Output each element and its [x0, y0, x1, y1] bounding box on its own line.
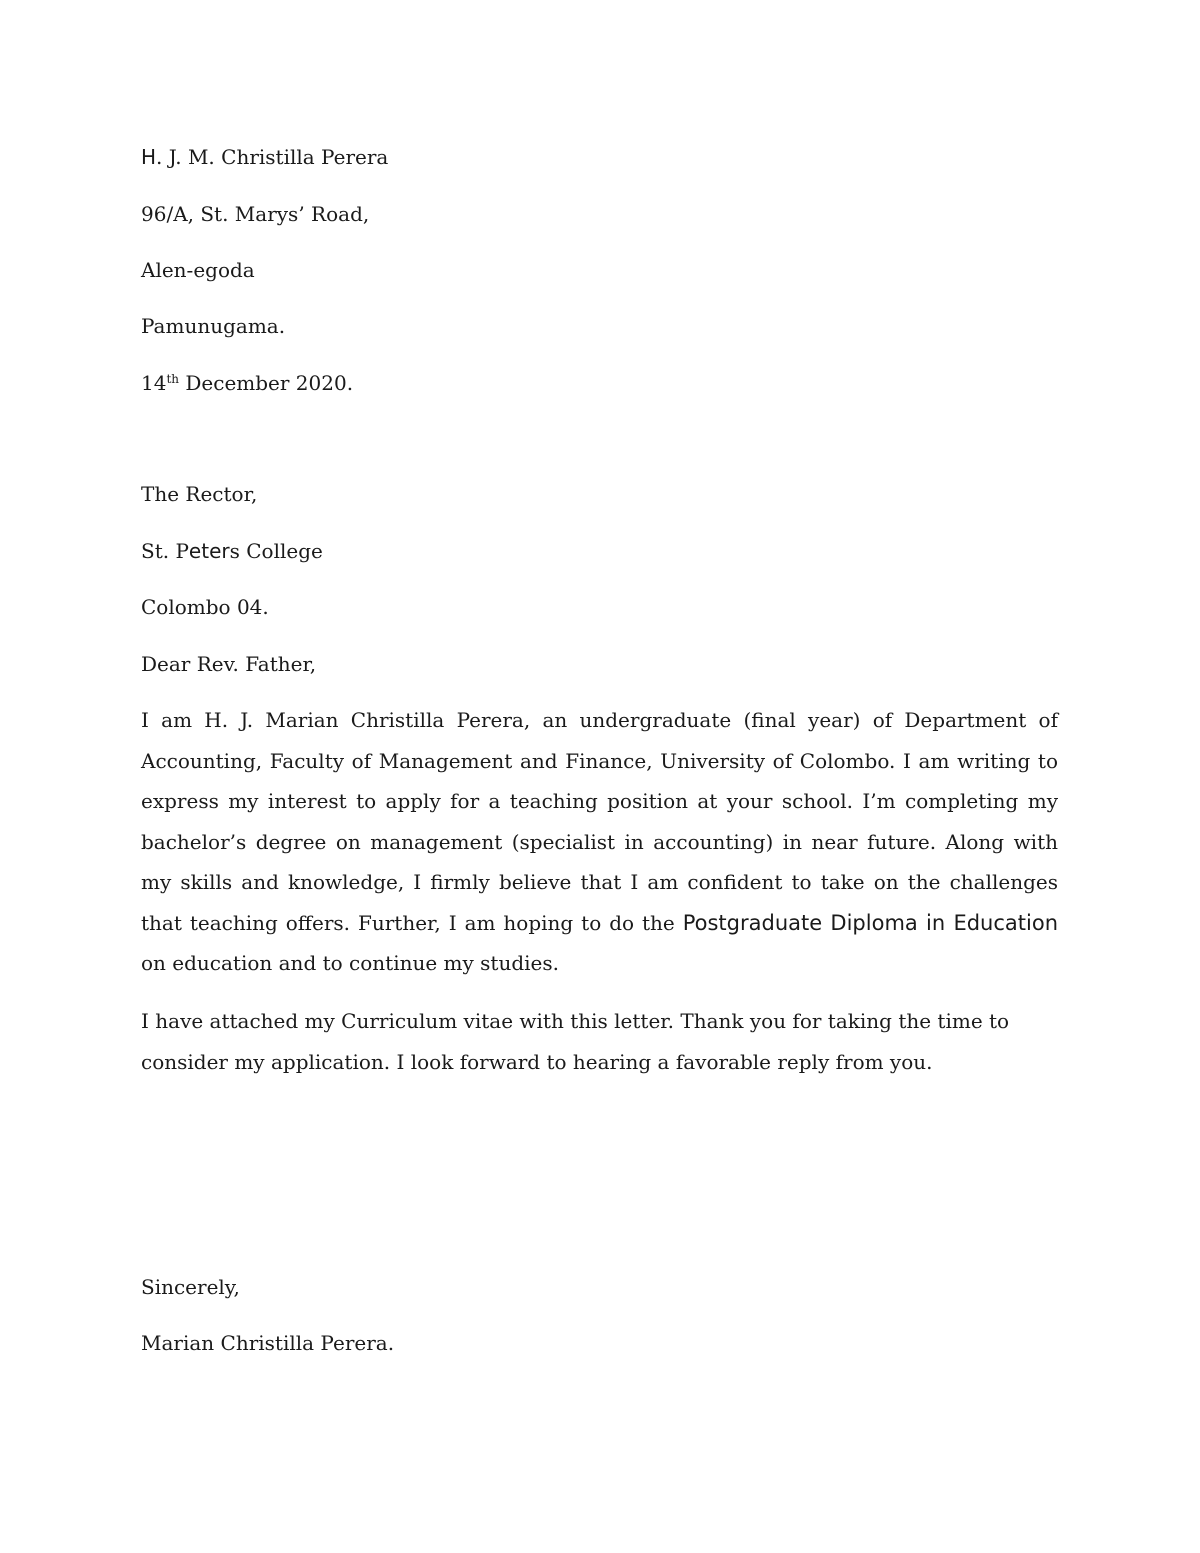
letter-date [141, 371, 353, 395]
paragraph1-before: I am H. J. Marian Christilla Perera, an undergraduate (final year) of Department of Accounting, Faculty of Management and Finance, University of Colombo. I am writing to express my interest to apply for a teaching position at your school. I’m completing my bachelor’s degree on management (specialist in accounting) in near future. Along with my skills and knowledge, I firmly believe that I am confident to take on the challenges that teaching offers. Further, I am hoping to do the [141, 708, 1058, 935]
sender-address-line3: Pamunugama. [141, 314, 286, 338]
date-day: 14 [141, 371, 167, 395]
sender-name-rest: . J. M. Christilla Perera [156, 145, 389, 169]
date-rest: December 2020. [179, 371, 354, 395]
college-prefix: St. P [141, 539, 189, 563]
recipient-title: The Rector, [141, 482, 258, 506]
sender-name-initial: H [141, 145, 157, 169]
sender-address-line2: Alen-egoda [141, 258, 255, 282]
recipient-college [141, 539, 323, 563]
sender-address-line1: 96/A, St. Marys’ Road, [141, 202, 370, 226]
signature-name: Marian Christilla Perera. [141, 1331, 395, 1355]
paragraph1-after: on education and to continue my studies. [141, 951, 560, 975]
closing: Sincerely, [141, 1275, 240, 1299]
college-mid: eter [188, 539, 230, 563]
college-suffix: s College [229, 539, 323, 563]
date-suffix: th [166, 372, 180, 386]
body-paragraph-1 [141, 700, 1058, 984]
recipient-city: Colombo 04. [141, 595, 269, 619]
salutation: Dear Rev. Father, [141, 652, 317, 676]
sender-name [141, 145, 388, 169]
paragraph1-emphasis: Postgraduate Diploma in Education [682, 910, 1059, 935]
body-paragraph-2: I have attached my Curriculum vitae with this letter. Thank you for taking the time to consider my application. I look forward to hearing a favorable reply from you. [141, 1009, 1010, 1074]
